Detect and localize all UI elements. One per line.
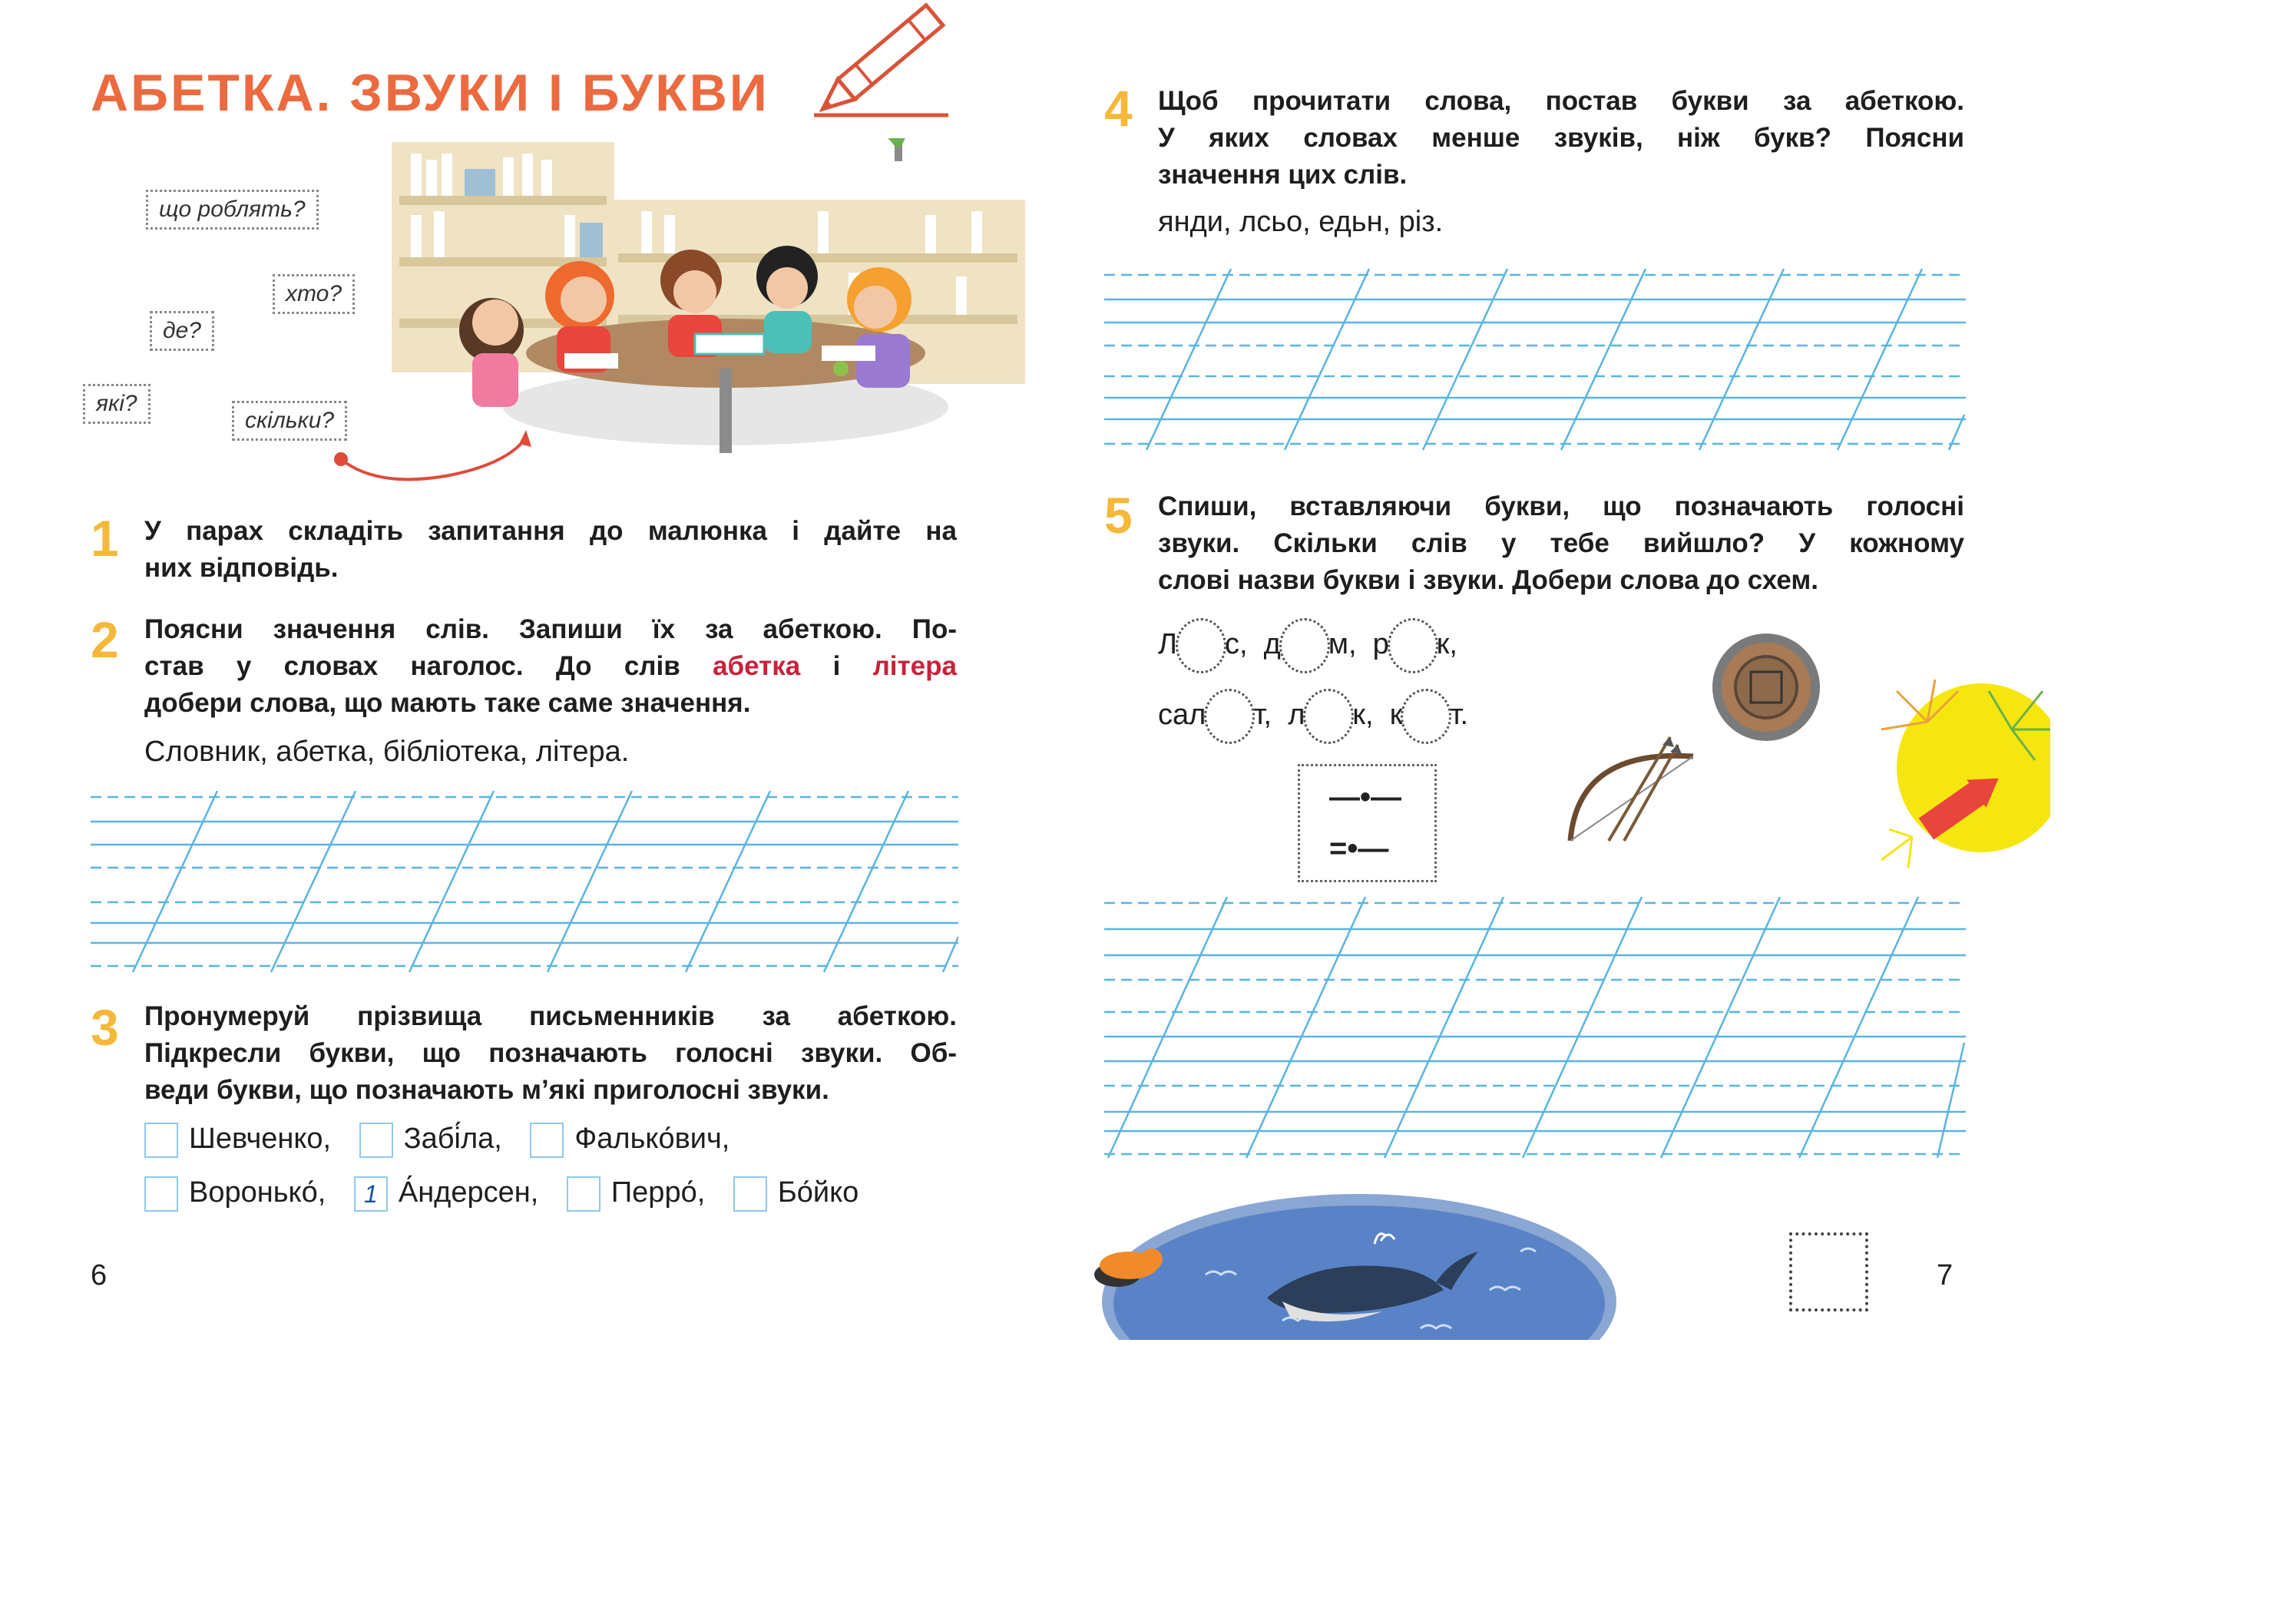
number-checkbox[interactable] [144, 1176, 178, 1212]
word-list: Словник, абетка, бібліотека, літера. [144, 736, 630, 768]
fill-in-row: сал т, л к, к т. [1158, 689, 1468, 744]
question-box: хто? [273, 274, 355, 314]
number-checkbox[interactable] [567, 1176, 600, 1212]
author-name: Забі́ла, [403, 1123, 502, 1156]
answer-box[interactable] [1789, 1232, 1868, 1311]
author-name: А́ндерсен, [398, 1176, 539, 1209]
fireworks-icon [1866, 676, 2050, 875]
vowel-slot[interactable] [1204, 689, 1255, 744]
task-number: 2 [91, 611, 119, 668]
bow-icon [1563, 733, 1701, 848]
whale-illustration [1090, 1175, 1628, 1340]
number-checkbox[interactable] [144, 1123, 178, 1158]
page-number-right: 7 [1937, 1259, 1954, 1292]
task-number: 1 [91, 510, 119, 567]
vowel-slot[interactable] [1176, 618, 1226, 673]
task-number: 3 [91, 999, 119, 1056]
sound-scheme-box [1298, 764, 1437, 882]
library-illustration [388, 138, 1029, 476]
vowel-slot[interactable] [1388, 618, 1438, 673]
scheme-1: —•— [1329, 780, 1402, 814]
fill-in-row: Л с, д м, р к, [1158, 618, 1457, 673]
page-title: АБЕТКА. ЗВУКИ І БУКВИ [91, 64, 769, 122]
vowel-slot[interactable] [1303, 689, 1354, 744]
writing-lines[interactable] [1104, 269, 1966, 453]
manhole-icon [1709, 630, 1824, 745]
task-5-text: Спиши, вставляючи букви, що позначають голосні звуки. Скільки слів у тебе вийшло? У кожному слові назви букви і звуки. Добери слова до схем. [1158, 491, 1964, 595]
author-row [144, 1176, 878, 1212]
arrow-icon [330, 430, 538, 491]
question-box: де? [150, 311, 214, 351]
number-checkbox[interactable]: 1 [354, 1176, 388, 1212]
author-row [144, 1123, 749, 1158]
number-checkbox[interactable] [359, 1123, 393, 1158]
author-name: Воронько́, [189, 1176, 326, 1209]
question-box: скільки? [232, 401, 347, 441]
author-name: Перро́, [610, 1176, 706, 1209]
number-checkbox[interactable] [733, 1176, 767, 1212]
author-name: Фалько́вич, [574, 1123, 730, 1156]
scheme-2: =•— [1329, 832, 1389, 865]
author-name: Бо́йко [777, 1176, 859, 1209]
task-number: 4 [1104, 80, 1133, 137]
question-box: що роблять? [146, 190, 319, 230]
task-1-text: У парах складіть запитання до малюнка і дайте на них відповідь. [144, 516, 957, 583]
writing-lines[interactable] [91, 791, 958, 975]
writing-lines[interactable] [1104, 897, 1966, 1162]
vowel-slot[interactable] [1401, 689, 1451, 744]
task-number: 5 [1104, 487, 1133, 544]
task-3-text: Пронумеруй прізвища письменників за абеткою. Підкресли букви, що позначають голосні звуки. Об- веди букви, що позначають м’які приголосні звуки. [144, 1001, 957, 1105]
task-4-text: Щоб прочитати слова, постав букви за абеткою. У яких словах менше звуків, ніж букв? Поясни значення цих слів. [1158, 86, 1964, 190]
word-list: янди, лсьо, едьн, різ. [1158, 206, 1444, 238]
question-box: які? [83, 384, 151, 424]
number-checkbox[interactable] [530, 1123, 564, 1158]
pencil-icon [806, 0, 952, 123]
vowel-slot[interactable] [1279, 618, 1330, 673]
task-2-text: Поясни значення слів. Запиши їх за абеткою. По- став у словах наголос. До слів абетка і літера добери слова, що мають таке саме значення. [144, 614, 957, 718]
page-number-left: 6 [91, 1259, 108, 1292]
author-name: Шевченко, [189, 1123, 332, 1156]
